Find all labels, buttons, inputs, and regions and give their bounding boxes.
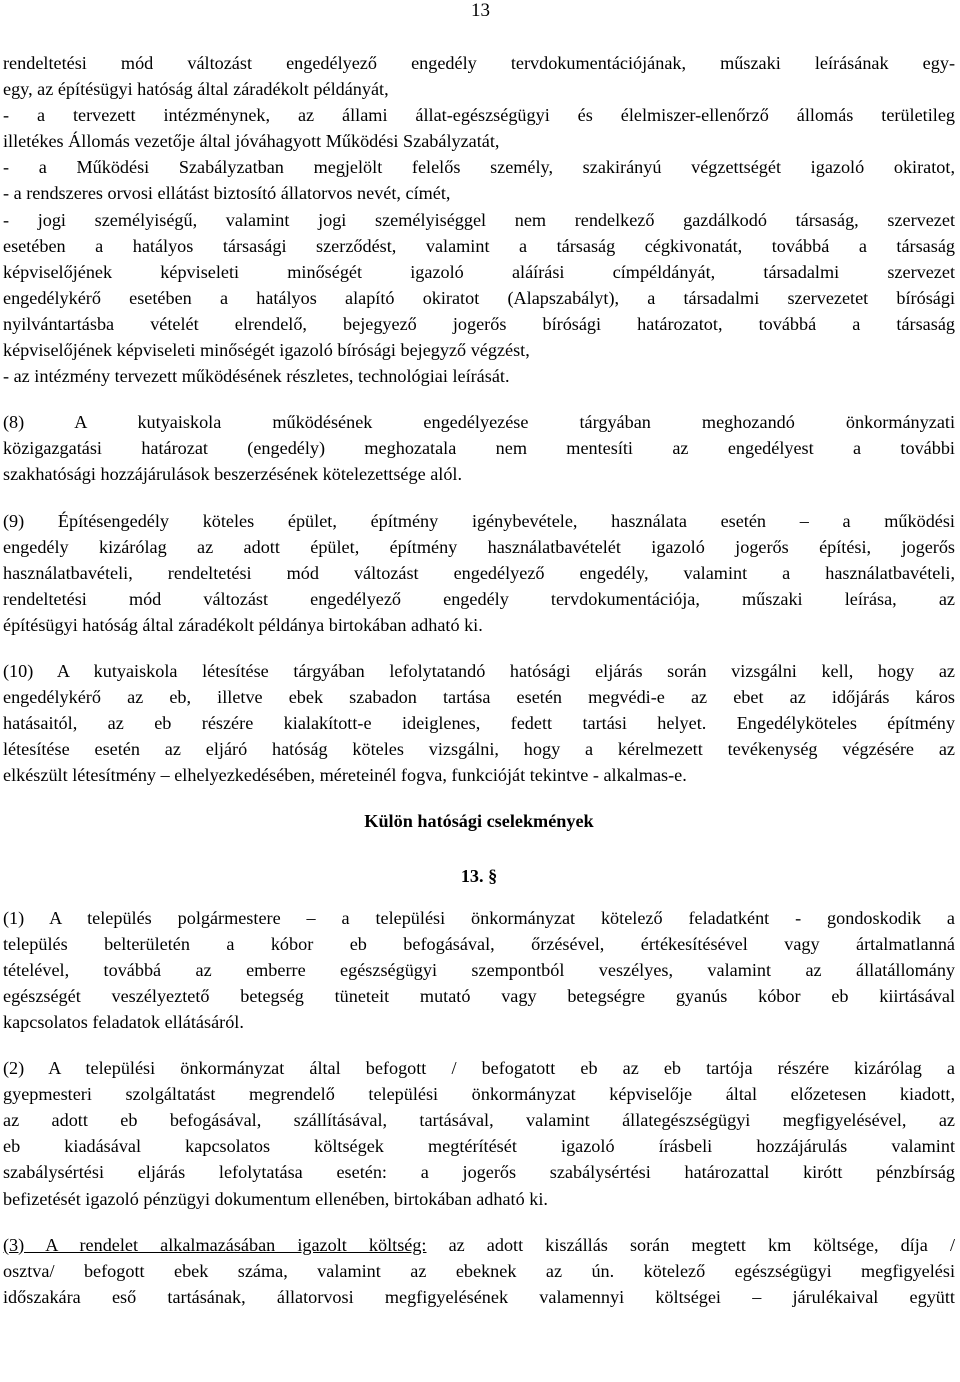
paragraph-10 — [3, 658, 955, 788]
section-number: 13. § — [460, 865, 498, 886]
list-continuation — [3, 50, 955, 389]
text-line: tételével, továbbá az emberre egészségügyi szempontból veszélyes, valamint az állatállomány — [3, 959, 955, 980]
text-line: - jogi személyiségű, valamint jogi személyiséggel nem rendelkező gazdálkodó társaság, szervezet — [3, 209, 955, 230]
paragraph-8 — [3, 409, 955, 487]
text-line: (8) A kutyaiskola működésének engedélyezése tárgyában meghozandó önkormányzati — [3, 412, 955, 433]
page-number: 13 — [471, 0, 490, 21]
text-line: képviselőjének képviseleti minőségét igazoló bírósági bejegyző végzést, — [3, 340, 530, 361]
text-line: település belterületén a kóbor eb befogásával, őrzésével, értékesítésével vagy ártalmatlanná — [3, 933, 955, 954]
text-line: használatbavételi, rendeltetési mód változást engedélyező engedély, valamint a használatbavételi, — [3, 562, 955, 583]
text-line: rendeltetési mód változást engedélyező engedély tervdokumentációja, műszaki leírása, az — [3, 588, 955, 609]
text-line: képviselőjének képviseleti minőségét igazoló aláírási címpéldányát, társadalmi szervezet — [3, 261, 955, 282]
text-line: engedély kizárólag az adott épület, építmény használatbavételét igazoló jogerős építési, jogerős — [3, 536, 955, 557]
text-line: - az intézmény tervezett működésének részletes, technológiai leírását. — [3, 366, 510, 387]
text-line: egy, az építésügyi hatóság által záradékolt példányát, — [3, 79, 389, 100]
text-line: (9) Építésengedély köteles épület, építmény igénybevétele, használata esetén – a működési — [3, 510, 955, 531]
text-line — [3, 1232, 955, 1258]
text-line: illetékes Állomás vezetője által jóváhagyott Működési Szabályzatát, — [3, 131, 500, 152]
text-line: engedélykérő az eb, illetve ebek szabadon tartása esetén megvédi-e az ebet az időjárás káros — [3, 687, 955, 708]
text-line: rendeltetési mód változást engedélyező engedély tervdokumentációjának, műszaki leírásának egy- — [3, 53, 955, 73]
text-line: engedélykérő esetében a hatályos alapító okiratot (Alapszabályt), a társadalmi szervezetet bírósági — [3, 287, 955, 308]
section-heading: Külön hatósági cselekmények — [364, 811, 594, 832]
text-line: eb kiadásával kapcsolatos költségek megtérítését igazoló írásbeli hozzájárulás valamint — [3, 1136, 955, 1157]
paragraph-13-3 — [3, 1232, 955, 1310]
text-line: időszakára eső tartásának, állatorvosi megfigyelésének valamennyi költségei – járulékaival együtt — [3, 1286, 955, 1307]
text-line: közigazgatási határozat (engedély) meghozatala nem mentesíti az engedélyest a további — [3, 438, 955, 459]
paragraph-13-1 — [3, 905, 955, 1035]
text-line: kapcsolatos feladatok ellátásáról. — [3, 1012, 244, 1032]
text-line: hatásaitól, az eb részére kialakított-e ideiglenes, fedett tartási helyet. Engedélyköteles építmény — [3, 713, 955, 734]
text-line: létesítése esetén az eljáró hatóság köteles vizsgálni, hogy a kérelmezett tevékenység végzésére az — [3, 739, 955, 760]
text-line: építésügyi hatóság által záradékolt példánya birtokában adható ki. — [3, 614, 483, 635]
text-line: szabálysértési eljárás lefolytatása esetén: a jogerős szabálysértési határozattal kirótt pénzbírság — [3, 1162, 955, 1183]
text-span: az adott kiszállás során megtett km költsége, díja / — [426, 1234, 955, 1255]
text-line: - a rendszeres orvosi ellátást biztosító állatorvos nevét, címét, — [3, 183, 451, 204]
underlined-term: (3) A rendelet alkalmazásában igazolt költség: — [3, 1234, 427, 1255]
text-line: nyilvántartásba vételét elrendelő, bejegyező jogerős bírósági határozatot, továbbá a társaság — [3, 313, 955, 334]
text-line: (10) A kutyaiskola létesítése tárgyában lefolytatandó hatósági eljárás során vizsgálni kell, hogy az — [3, 660, 955, 681]
paragraph-9 — [3, 508, 955, 638]
text-line: az adott eb befogásával, szállításával, tartásával, valamint állategészségügyi megfigyelésével, az — [3, 1110, 955, 1131]
text-line: elkészült létesítmény – elhelyezkedésében, méreteinél fogva, funkcióját tekintve - alkalmas-e. — [3, 765, 687, 786]
text-line: (2) A települési önkormányzat által befogott / befogatott eb az eb tartója részére kizárólag a — [3, 1058, 955, 1079]
text-line: esetében a hatályos társasági szerződést, valamint a társaság cégkivonatát, továbbá a társaság — [3, 235, 955, 256]
text-line: osztva/ befogott ebek száma, valamint az ebeknek az ún. kötelező egészségügyi megfigyelési — [3, 1260, 955, 1281]
text-line: gyepmesteri szolgáltatást megrendelő települési önkormányzat képviselője által előzetesen kiadott, — [3, 1084, 955, 1105]
text-line: (1) A település polgármestere – a települési önkormányzat kötelező feladatként - gondoskodik a — [3, 907, 955, 928]
paragraph-13-2 — [3, 1055, 955, 1212]
text-line: - a Működési Szabályzatban megjelölt felelős személy, szakirányú végzettségét igazoló okiratot, — [3, 157, 955, 178]
text-line: - a tervezett intézménynek, az állami állat-egészségügyi és élelmiszer-ellenőrző állomás területileg — [3, 105, 955, 126]
document-body — [3, 50, 955, 1330]
text-line: szakhatósági hozzájárulások beszerzésének kötelezettsége alól. — [3, 464, 463, 485]
text-line: befizetését igazoló pénzügyi dokumentum ellenében, birtokában adható ki. — [3, 1188, 548, 1209]
text-line: egészségét veszélyeztető betegség tüneteit mutató vagy betegségre gyanús kóbor eb kiirtásával — [3, 985, 955, 1006]
